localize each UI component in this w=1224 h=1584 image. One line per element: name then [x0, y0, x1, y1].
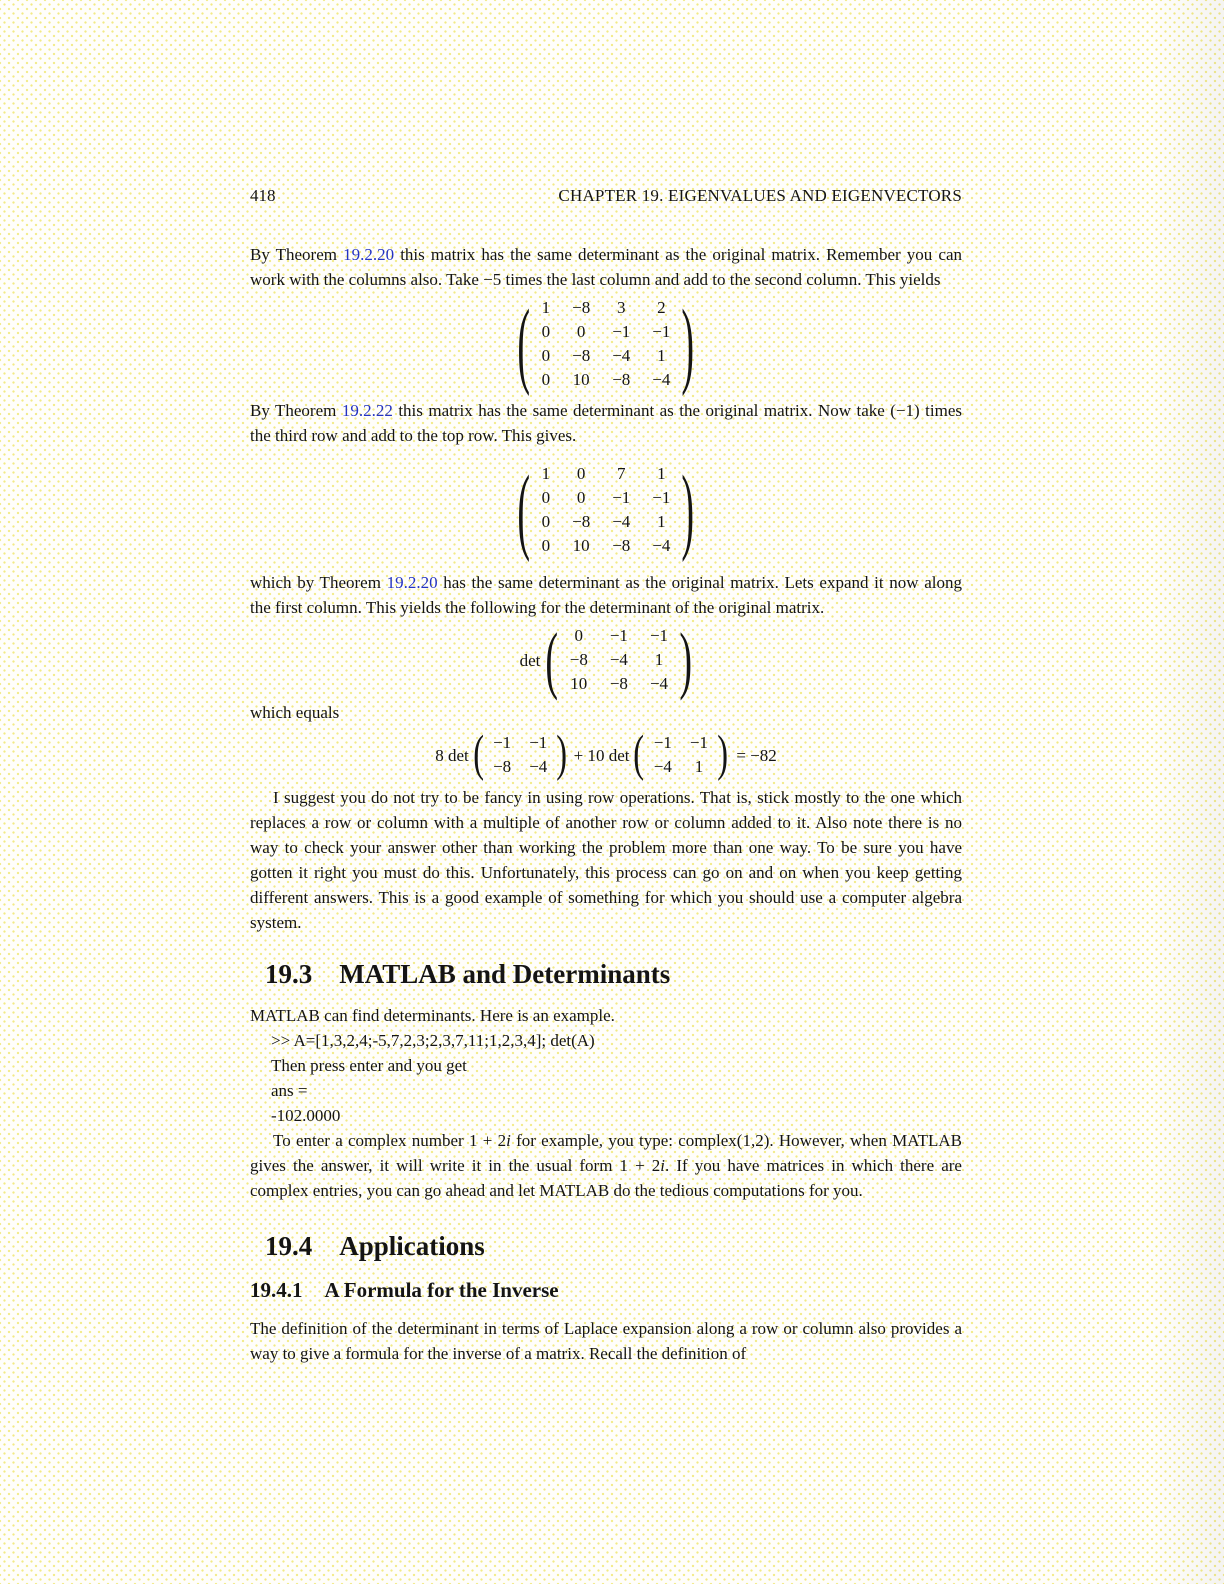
matrix-display-2 [250, 454, 962, 564]
plus-10-det: + 10 det [573, 745, 630, 765]
left-paren-icon: ( [545, 616, 559, 702]
matrix-cell: −4 [652, 370, 671, 389]
matrix-cell: 0 [576, 322, 586, 341]
paragraph-row-ops-columns [250, 242, 962, 292]
section-heading-19-3 [265, 959, 962, 989]
matlab-code-line: >> A=[1,3,2,4;-5,7,2,3;2,3,7,11;1,2,3,4]; det(A) [271, 1031, 595, 1050]
matrix-row [531, 368, 682, 392]
right-paren-icon: ) [681, 454, 695, 564]
matrix-row [645, 731, 717, 755]
matrix-row [559, 672, 679, 696]
matrix-cell: 0 [541, 322, 551, 341]
paragraph-complex-numbers [250, 1128, 962, 1203]
paragraph-inverse-formula: The definition of the determinant in terms of Laplace expansion along a row or column also provides a way to give a formula for the inverse of a matrix. Recall the definition of [250, 1319, 962, 1363]
matrix-cell: 1 [541, 464, 551, 483]
left-paren-icon: ( [517, 288, 531, 398]
subsection-title: A Formula for the Inverse [324, 1278, 559, 1302]
matrix-row [531, 344, 682, 368]
matrix-row [531, 296, 682, 320]
matrix-4b [645, 731, 717, 779]
matrix-cell: 0 [574, 626, 584, 645]
right-paren-icon: ) [717, 726, 729, 782]
matrix-row [559, 624, 679, 648]
matlab-press-enter-line: Then press enter and you get [271, 1056, 467, 1075]
paragraph-text: for example, you type: complex(1,2). However, when MATLAB gives the answer, it will write it in the usual form 1 + 2 [250, 1131, 962, 1175]
paragraph-text: which by Theorem [250, 573, 387, 592]
matrix-row [484, 755, 556, 779]
matrix-cell: 0 [541, 536, 551, 555]
section-number: 19.3 [265, 959, 313, 989]
matrix-cell: −4 [612, 346, 631, 365]
matrix-cell: 10 [572, 370, 590, 389]
math-italic-i: i [506, 1131, 511, 1150]
page-number: 418 [250, 186, 276, 205]
left-paren-icon: ( [633, 726, 645, 782]
coefficient-8-det: 8 det [435, 745, 469, 765]
matrix-cell: −8 [572, 512, 591, 531]
matrix-cell: 3 [617, 298, 626, 317]
matrix-row [531, 320, 682, 344]
matrix-4a [484, 731, 556, 779]
matrix-cell: 0 [541, 370, 551, 389]
matrix-cell: −1 [612, 488, 631, 507]
matrix-cell: 0 [541, 512, 551, 531]
matrix-cell: −4 [653, 757, 672, 776]
theorem-link-19-2-20-b[interactable]: 19.2.20 [386, 573, 438, 592]
matrix-cell: 0 [541, 346, 551, 365]
matrix-row [645, 755, 717, 779]
matrix-cell: −1 [649, 626, 669, 645]
matrix-cell: 0 [541, 488, 551, 507]
det-operator: det [519, 650, 541, 670]
theorem-link-19-2-20[interactable]: 19.2.20 [343, 245, 395, 264]
math-italic-i: i [660, 1156, 666, 1175]
section-title: MATLAB and Determinants [339, 959, 671, 989]
matrix-row [531, 534, 682, 558]
matrix-cell: −8 [572, 298, 591, 317]
matrix-row [531, 486, 682, 510]
theorem-link-19-2-22[interactable]: 19.2.22 [341, 401, 393, 420]
page-header [250, 186, 962, 206]
matrix-cell: 10 [572, 536, 590, 555]
matrix-cell: 0 [576, 464, 586, 483]
matrix-cell: 1 [694, 757, 704, 776]
matrix-cell: −1 [652, 322, 671, 341]
right-paren-icon: ) [556, 726, 568, 782]
matlab-result-line: -102.0000 [271, 1106, 341, 1125]
matrix-cell: −1 [689, 733, 708, 752]
left-paren-icon: ( [517, 454, 531, 564]
section-heading-19-4 [265, 1231, 962, 1261]
paragraph-text: By Theorem [250, 245, 344, 264]
matrix-cell: −1 [493, 733, 512, 752]
matrix-cell: −4 [649, 674, 669, 693]
paragraph-text: By Theorem [250, 401, 342, 420]
matrix-cell: 7 [617, 464, 626, 483]
subsection-number: 19.4.1 [250, 1278, 303, 1302]
paragraph-text: . If you have matrices in which there are complex entries, you can go ahead and let MATLAB do the tedious computations for you. [250, 1156, 962, 1200]
matrix-cell: −4 [652, 536, 671, 555]
subsection-heading-19-4-1 [250, 1278, 962, 1303]
matrix-cell: 2 [657, 298, 666, 317]
matrix-cell: −8 [493, 757, 512, 776]
matrix-cell: −1 [529, 733, 548, 752]
chapter-header: CHAPTER 19. EIGENVALUES AND EIGENVECTORS [558, 186, 962, 205]
matrix-cell: 1 [541, 298, 551, 317]
matrix-cell: −8 [612, 536, 631, 555]
left-paren-icon: ( [473, 726, 484, 782]
section-number: 19.4 [265, 1231, 313, 1261]
paragraph-text: this matrix has the same determinant as the original matrix. Remember you can work with the columns also. Take −5 times the last column and add to the second column. This yields [250, 245, 962, 289]
matrix-cell: 1 [657, 464, 666, 483]
matrix-row [531, 462, 682, 486]
matrix-cell: −4 [609, 650, 628, 669]
paragraph-text: has the same determinant as the original matrix. Lets expand it now along the first column. This yields the following for the determinant of the original matrix. [250, 573, 962, 617]
matrix-cell: −1 [609, 626, 628, 645]
paragraph-theorem-19-2-22 [250, 398, 962, 448]
determinant-formula [250, 726, 962, 782]
matrix-cell: −1 [612, 322, 631, 341]
paragraph-text: this matrix has the same determinant as the original matrix. Now take (−1) times the third row and add to the top row. This gives. [250, 401, 962, 445]
matrix-cell: 10 [570, 674, 588, 693]
page-content [250, 0, 962, 1366]
matrix-3 [559, 624, 679, 696]
matrix-cell: −4 [612, 512, 631, 531]
matrix-cell: 1 [654, 650, 664, 669]
matrix-cell: −8 [569, 650, 588, 669]
matlab-example [271, 1028, 962, 1128]
matrix-cell: 1 [657, 346, 666, 365]
matlab-intro: MATLAB can find determinants. Here is an example. [250, 1006, 615, 1025]
right-paren-icon: ) [679, 616, 693, 702]
matrix-cell: −8 [572, 346, 591, 365]
formula-result: = −82 [736, 745, 777, 765]
right-paren-icon: ) [681, 288, 695, 398]
matrix-2 [531, 462, 682, 558]
matrix-1 [531, 296, 682, 392]
matrix-cell: −8 [609, 674, 628, 693]
matrix-cell: 1 [657, 512, 666, 531]
matrix-cell: 0 [576, 488, 586, 507]
which-equals-label: which equals [250, 703, 340, 722]
matrix-row [484, 731, 556, 755]
section-title: Applications [339, 1231, 485, 1261]
matrix-row [559, 648, 679, 672]
det-expression [250, 616, 962, 702]
paragraph-advice: I suggest you do not try to be fancy in using row operations. That is, stick mostly to the one which replaces a row or column with a multiple of another row or column added to it. Also note there is no way to check your answer other than working the problem more than one way. To be sure you have gotten it right you must do this. Unfortunately, this process can go on and on when you keep getting different answers. This is a good example of something for which you should use a computer algebra system. [250, 788, 962, 932]
matrix-cell: −1 [653, 733, 672, 752]
matlab-ans-line: ans = [271, 1081, 308, 1100]
matrix-display-1 [250, 288, 962, 398]
matrix-cell: −8 [612, 370, 631, 389]
matrix-row [531, 510, 682, 534]
matrix-cell: −4 [529, 757, 548, 776]
matrix-cell: −1 [652, 488, 671, 507]
paragraph-text: To enter a complex number 1 + 2 [273, 1131, 507, 1150]
paragraph-expand-first-column [250, 570, 962, 620]
